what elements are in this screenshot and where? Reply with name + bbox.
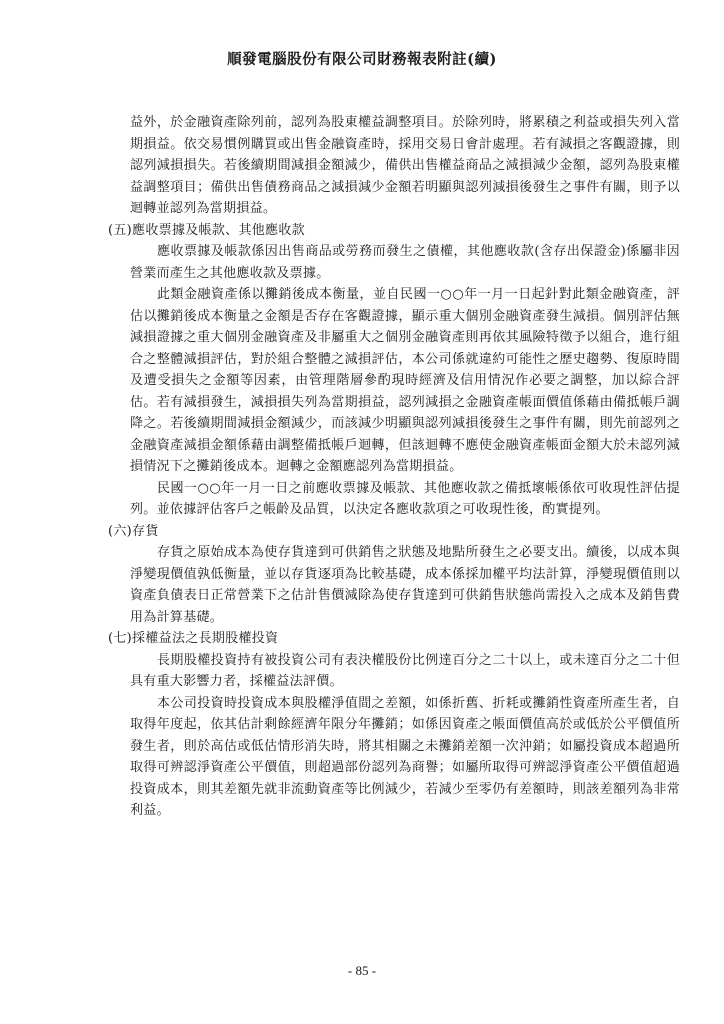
- page-number: - 85 -: [347, 963, 377, 978]
- paragraph: 應收票據及帳款係因出售商品或勞務而發生之債權，其他應收款(含存出保證金)係屬非因營業而產生之其他應收款及票據。: [130, 244, 680, 281]
- section-equity-method-investment: [108, 628, 680, 822]
- document-body: [108, 112, 680, 822]
- paragraph: 此類金融資產係以攤銷後成本衡量，並自民國一○○年一月一日起針對此類金融資產，評估以攤銷後成本衡量之金額是否存在客觀證據，顯示重大個別金融資產發生減損。個別評估無減損證據之重大個別金融資產及非屬重大之個別金融資產則再依其風險特徵予以組合，進行組合之整體減損評估，對於組合整體之減損評估，本公司係就違約可能性之歷史趨勢、復原時間及遭受損失之金額等因素，由管理階層參酌現時經濟及信用情況作必要之調整，加以綜合評估。若有減損發生，減損損失列為當期損益，認列減損之金融資產帳面價值係藉由備抵帳戶調降之。若後續期間減損金額減少，而該減少明顯與認列減損後發生之事件有關，則先前認列之金融資產減損金額係藉由調整備抵帳戶迴轉，但該迴轉不應使金融資產帳面金額大於未認列減損情況下之攤銷後成本。迴轉之金額應認列為當期損益。: [130, 287, 680, 474]
- section-inventory: [108, 521, 680, 629]
- section-heading: (五)應收票據及帳款、其他應收款: [108, 222, 305, 238]
- paragraph: 民國一○○年一月一日之前應收票據及帳款、其他應收款之備抵壞帳係依可收現性評估提列。並依據評估客戶之帳齡及品質，以決定各應收款項之可收現性後，酌實提列。: [130, 480, 680, 517]
- paragraph: 本公司投資時投資成本與股權淨值間之差額，如係折舊、折耗或攤銷性資產所產生者，自取得年度起，依其估計剩餘經濟年限分年攤銷；如係因資產之帳面價值高於或低於公平價值所發生者，則於高估或低估情形消失時，將其相關之未攤銷差額一次沖銷；如屬投資成本超過所取得可辨認淨資產公平價值，則超過部份認列為商譽；如屬所取得可辨認淨資產公平價值超過投資成本，則其差額先就非流動資產等比例減少，若減少至零仍有差額時，則該差額列為非常利益。: [130, 695, 680, 818]
- section-heading: (七)採權益法之長期股權投資: [108, 631, 279, 646]
- paragraph: 存貨之原始成本為使存貨達到可供銷售之狀態及地點所發生之必要支出。續後，以成本與淨變現價值孰低衡量，並以存貨逐項為比較基礎，成本係採加權平均法計算，淨變現價值則以資產負債表日正常營業下之估計售價減除為使存貨達到可供銷售狀態尚需投入之成本及銷售費用為計算基礎。: [130, 545, 680, 625]
- paragraph: 長期股權投資持有被投資公司有表決權股份比例達百分之二十以上，或未達百分之二十但具有重大影響力者，採權益法評價。: [130, 652, 680, 689]
- continuation-paragraph: 益外，於金融資產除列前，認列為股東權益調整項目。於除列時，將累積之利益或損失列入當期損益。依交易慣例購買或出售金融資產時，採用交易日會計處理。若有減損之客觀證據，則認列減損損失。若後續期間減損金額減少，備供出售權益商品之減損減少金額，認列為股東權益調整項目；備供出售債務商品之減損減少金額若明顯與認列減損後發生之事件有關，則予以迴轉並認列為當期損益。: [130, 115, 680, 216]
- section-receivables: [108, 220, 680, 521]
- section-heading: (六)存貨: [108, 523, 159, 539]
- page-title: 順發電腦股份有限公司財務報表附註(續): [227, 51, 497, 68]
